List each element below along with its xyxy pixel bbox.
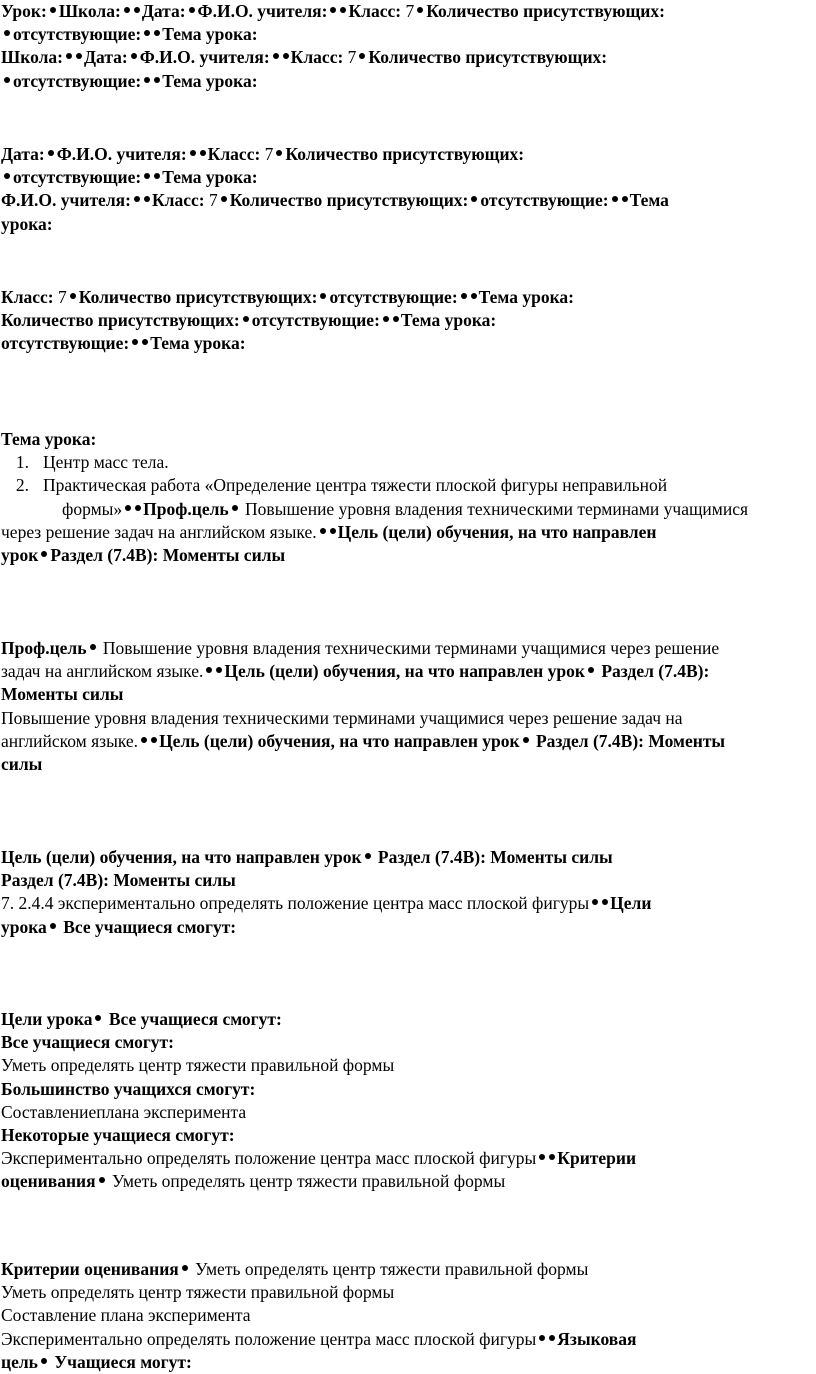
paragraph-line: Составление плана эксперимента	[1, 1305, 251, 1326]
bullet-icon	[134, 196, 140, 202]
paragraph-line: 7. 2.4.4 экспериментально определять положение центра масс плоской фигуры Цели	[1, 893, 652, 914]
bullet-icon	[549, 1154, 555, 1160]
header-line: Класс: 7 Количество присутствующих: отсутствующие: Тема урока:	[1, 287, 574, 307]
bullet-icon	[50, 923, 56, 929]
topic-item-2-cont: формы» Проф.цель Повышение уровня владения техническими терминами учащимися	[62, 498, 749, 519]
bullet-icon	[41, 551, 47, 557]
paragraph-line: оценивания Уметь определять центр тяжести правильной формы	[1, 1171, 506, 1192]
header-line: отсутствующие: Тема урока:	[1, 166, 801, 189]
bullet-icon	[471, 196, 477, 202]
bullet-icon	[417, 7, 423, 13]
bullet-icon	[141, 737, 147, 743]
bullet-icon	[539, 1335, 545, 1341]
bullet-icon	[144, 173, 150, 179]
bullet-icon	[283, 53, 289, 59]
bullet-icon	[124, 7, 130, 13]
header-line: Ф.И.О. учителя: Класс: 7 Количество присутствующих: отсутствующие: Тема	[1, 190, 669, 211]
bullet-icon	[320, 293, 326, 299]
lesson-goals-block	[1, 1008, 801, 1194]
paragraph-line: Уметь определять центр тяжести правильной формы	[1, 1282, 395, 1303]
header-line: Урок: Школа: Дата: Ф.И.О. учителя: Класс: 7 Количество присутствующих:	[1, 1, 665, 21]
bullet-icon	[393, 316, 399, 322]
bullet-icon	[622, 196, 628, 202]
bullet-icon	[340, 7, 346, 13]
bullet-icon	[154, 77, 160, 83]
paragraph-line: урока Все учащиеся смогут:	[1, 916, 237, 937]
paragraph-line: задач на английском языке. Цель (цели) обучения, на что направлен урок Раздел (7.4В):	[1, 661, 710, 682]
header-line: Дата: Ф.И.О. учителя: Класс: 7 Количество присутствующих:	[1, 144, 525, 164]
paragraph-line: урок Раздел (7.4В): Моменты силы	[1, 545, 286, 566]
header-block-1	[1, 0, 801, 93]
topic-item-1: 1. Центр масс тела.	[15, 452, 169, 473]
bullet-icon	[200, 150, 206, 156]
bullet-icon	[612, 196, 618, 202]
paragraph-line: Экспериментально определять положение центра масс плоской фигуры Критерии	[1, 1148, 637, 1169]
bullet-icon	[4, 30, 10, 36]
header-line: урока:	[1, 213, 53, 234]
bullet-icon	[471, 293, 477, 299]
bullet-icon	[330, 7, 336, 13]
bullet-icon	[549, 1335, 555, 1341]
bullet-icon	[4, 77, 10, 83]
bullet-icon	[125, 505, 131, 511]
topic-heading: Тема урока:	[1, 429, 97, 449]
paragraph-line: Критерии оценивания Уметь определять центр тяжести правильной формы	[1, 1259, 589, 1279]
bullet-icon	[154, 30, 160, 36]
bullet-icon	[206, 667, 212, 673]
header-block-3	[1, 286, 801, 356]
paragraph-line: через решение задач на английском языке. Цель (цели) обучения, на что направлен	[1, 521, 657, 542]
header-block-2	[1, 143, 801, 236]
learning-goal-block	[1, 846, 801, 939]
bullet-icon	[273, 53, 279, 59]
paragraph-line: Моменты силы	[1, 684, 124, 705]
paragraph-line: силы	[1, 754, 43, 775]
bullet-icon	[330, 528, 336, 534]
topic-item-2: 2. Практическая работа «Определение центра тяжести плоской фигуры неправильной	[15, 475, 668, 496]
paragraph-line: Повышение уровня владения техническими терминами учащимися через решение задач на	[1, 707, 683, 728]
paragraph-line: Все учащиеся смогут:	[1, 1032, 174, 1053]
paragraph-line: Раздел (7.4В): Моменты силы	[1, 870, 236, 891]
bullet-icon	[90, 644, 96, 650]
paragraph-line: Экспериментально определять положение центра масс плоской фигуры Языковая	[1, 1328, 637, 1349]
topic-block	[1, 428, 801, 567]
bullet-icon	[221, 196, 227, 202]
bullet-icon	[50, 7, 56, 13]
bullet-icon	[243, 316, 249, 322]
bullet-icon	[76, 53, 82, 59]
paragraph-line: Некоторые учащиеся смогут:	[1, 1125, 235, 1146]
paragraph-line: Цель (цели) обучения, на что направлен урок Раздел (7.4В): Моменты силы	[1, 847, 613, 867]
bullet-icon	[320, 528, 326, 534]
bullet-icon	[461, 293, 467, 299]
bullet-icon	[144, 30, 150, 36]
bullet-icon	[365, 853, 371, 859]
prof-goal-block	[1, 637, 801, 776]
bullet-icon	[135, 505, 141, 511]
bullet-icon	[142, 339, 148, 345]
bullet-icon	[66, 53, 72, 59]
bullet-icon	[523, 737, 529, 743]
header-line: Школа: Дата: Ф.И.О. учителя: Класс: 7 Количество присутствующих:	[1, 47, 608, 68]
bullet-icon	[134, 7, 140, 13]
bullet-icon	[190, 150, 196, 156]
bullet-icon	[95, 1015, 101, 1021]
bullet-icon	[48, 150, 54, 156]
bullet-icon	[151, 737, 157, 743]
paragraph-line: Проф.цель Повышение уровня владения техническими терминами учащимися через решение	[1, 638, 720, 658]
bullet-icon	[131, 53, 137, 59]
bullet-icon	[132, 339, 138, 345]
bullet-icon	[588, 667, 594, 673]
bullet-icon	[144, 77, 150, 83]
paragraph-line: Большинство учащихся смогут:	[1, 1078, 256, 1099]
bullet-icon	[154, 173, 160, 179]
bullet-icon	[41, 1358, 47, 1364]
bullet-icon	[359, 53, 365, 59]
paragraph-line: Составлениеплана эксперимента	[1, 1101, 247, 1122]
bullet-icon	[182, 1265, 188, 1271]
bullet-icon	[4, 173, 10, 179]
bullet-icon	[539, 1154, 545, 1160]
header-line: отсутствующие: Тема урока:	[1, 333, 246, 354]
header-line: Количество присутствующих: отсутствующие: Тема урока:	[1, 310, 497, 331]
bullet-icon	[592, 899, 598, 905]
paragraph-line: английском языке. Цель (цели) обучения, на что направлен урок Раздел (7.4В): Моменты	[1, 730, 726, 751]
paragraph-line: цель Учащиеся могут:	[1, 1351, 192, 1372]
bullet-icon	[144, 196, 150, 202]
bullet-icon	[189, 7, 195, 13]
paragraph-line: Уметь определять центр тяжести правильной формы	[1, 1055, 395, 1076]
bullet-icon	[232, 505, 238, 511]
header-line: отсутствующие: Тема урока:	[1, 23, 801, 46]
bullet-icon	[602, 899, 608, 905]
bullet-icon	[216, 667, 222, 673]
criteria-block	[1, 1258, 801, 1374]
header-line: отсутствующие: Тема урока:	[1, 70, 801, 93]
paragraph-line: Цели урока Все учащиеся смогут:	[1, 1009, 282, 1029]
bullet-icon	[383, 316, 389, 322]
bullet-icon	[70, 293, 76, 299]
bullet-icon	[276, 150, 282, 156]
bullet-icon	[99, 1177, 105, 1183]
